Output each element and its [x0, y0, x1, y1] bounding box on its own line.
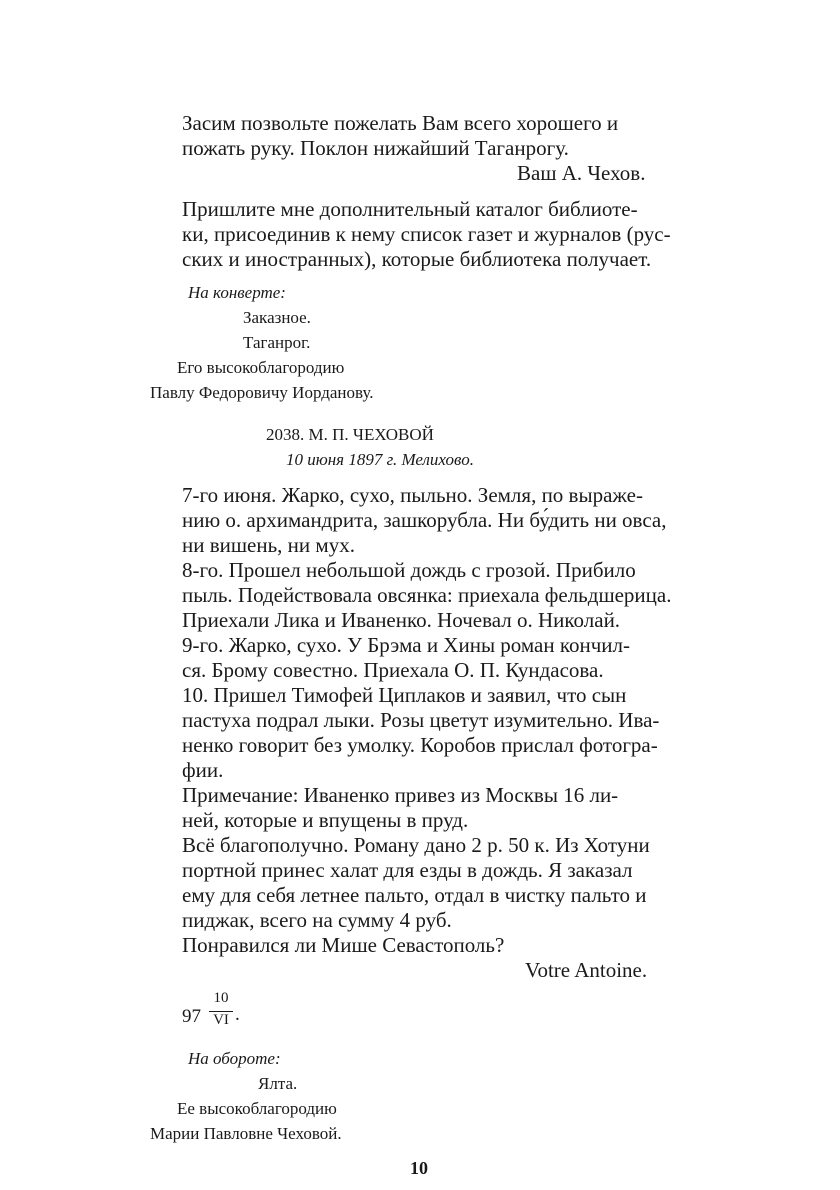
body-line: 10. Пришел Тимофей Циплаков и заявил, что сын — [182, 683, 627, 707]
body-line: Понравился ли Мише Севастополь? — [182, 933, 505, 957]
body-line: Примечание: Иваненко привез из Москвы 16 ли- — [182, 783, 619, 807]
prev-letter-signature: Ваш А. Чехов. — [517, 161, 646, 185]
date-year: 97 — [182, 1006, 201, 1027]
body-line: пыль. Подействовала овсянка: приехала фельдшерица. — [182, 583, 672, 607]
date-dot: . — [235, 1004, 240, 1025]
body-line: пастуха подрал лыки. Розы цветут изумительно. Ива- — [182, 708, 660, 732]
body-line: ему для себя летнее пальто, отдал в чистку пальто и — [182, 883, 647, 907]
text: Засим позвольте пожелать Вам всего хорошего и — [182, 111, 619, 135]
body-line: 7-го июня. Жарко, сухо, пыльно. Земля, по выраже- — [182, 483, 643, 507]
ps-line-3: ских и иностранных), которые библиотека получает. — [182, 247, 652, 271]
body-line: Всё благополучно. Роману дано 2 р. 50 к. Из Хотуни — [182, 833, 650, 857]
reverse-line-1: Ялта. — [258, 1074, 298, 1093]
envelope-line-3: Его высокоблагородию — [177, 358, 345, 377]
body-line: портной принес халат для езды в дождь. Я заказал — [182, 858, 633, 882]
reverse-line-2: Ее высокоблагородию — [177, 1099, 337, 1118]
body-line: ни вишень, ни мух. — [182, 533, 355, 557]
envelope-line-2: Таганрог. — [243, 333, 311, 352]
body-line: пиджак, всего на сумму 4 руб. — [182, 908, 452, 932]
body-line: ся. Брому совестно. Приехала О. П. Кундасова. — [182, 658, 604, 682]
body-line: 8-го. Прошел небольшой дождь с грозой. Прибило — [182, 558, 636, 582]
ps-line-2: ки, присоединив к нему список газет и журналов (рус- — [182, 222, 671, 246]
body-line: Приехали Лика и Иваненко. Ночевал о. Николай. — [182, 608, 621, 632]
body-line: ненко говорит без умолку. Коробов прислал фотогра- — [182, 733, 658, 757]
envelope-line-4: Павлу Федоровичу Иорданову. — [150, 383, 374, 402]
ps-line-1: Пришлите мне дополнительный каталог библиоте- — [182, 197, 638, 221]
letter-date-fraction — [182, 990, 252, 1040]
body-line: ней, которые и впущены в пруд. — [182, 808, 469, 832]
prev-letter-line-2: пожать руку. Поклон нижайший Таганрогу. — [182, 136, 569, 160]
envelope-line-1: Заказное. — [243, 308, 311, 327]
letter-dateline: 10 июня 1897 г. Мелихово. — [286, 450, 474, 469]
prev-letter-line-1 — [182, 111, 682, 136]
page-number: 10 — [410, 1158, 428, 1178]
date-day: 10 — [213, 990, 229, 1006]
body-line: нию о. архимандрита, зашкорубла. Ни бу́дить ни овса, — [182, 508, 667, 532]
reverse-label: На обороте: — [188, 1049, 281, 1068]
letter-signature: Votre Antoine. — [525, 958, 648, 982]
reverse-line-3: Марии Павловне Чеховой. — [150, 1124, 342, 1143]
envelope-label: На конверте: — [188, 283, 286, 302]
body-line: 9-го. Жарко, сухо. У Брэма и Хины роман кончил- — [182, 633, 631, 657]
body-line: фии. — [182, 758, 224, 782]
date-month: VI — [213, 1012, 229, 1028]
letter-heading: 2038. М. П. ЧЕХОВОЙ — [266, 425, 434, 444]
